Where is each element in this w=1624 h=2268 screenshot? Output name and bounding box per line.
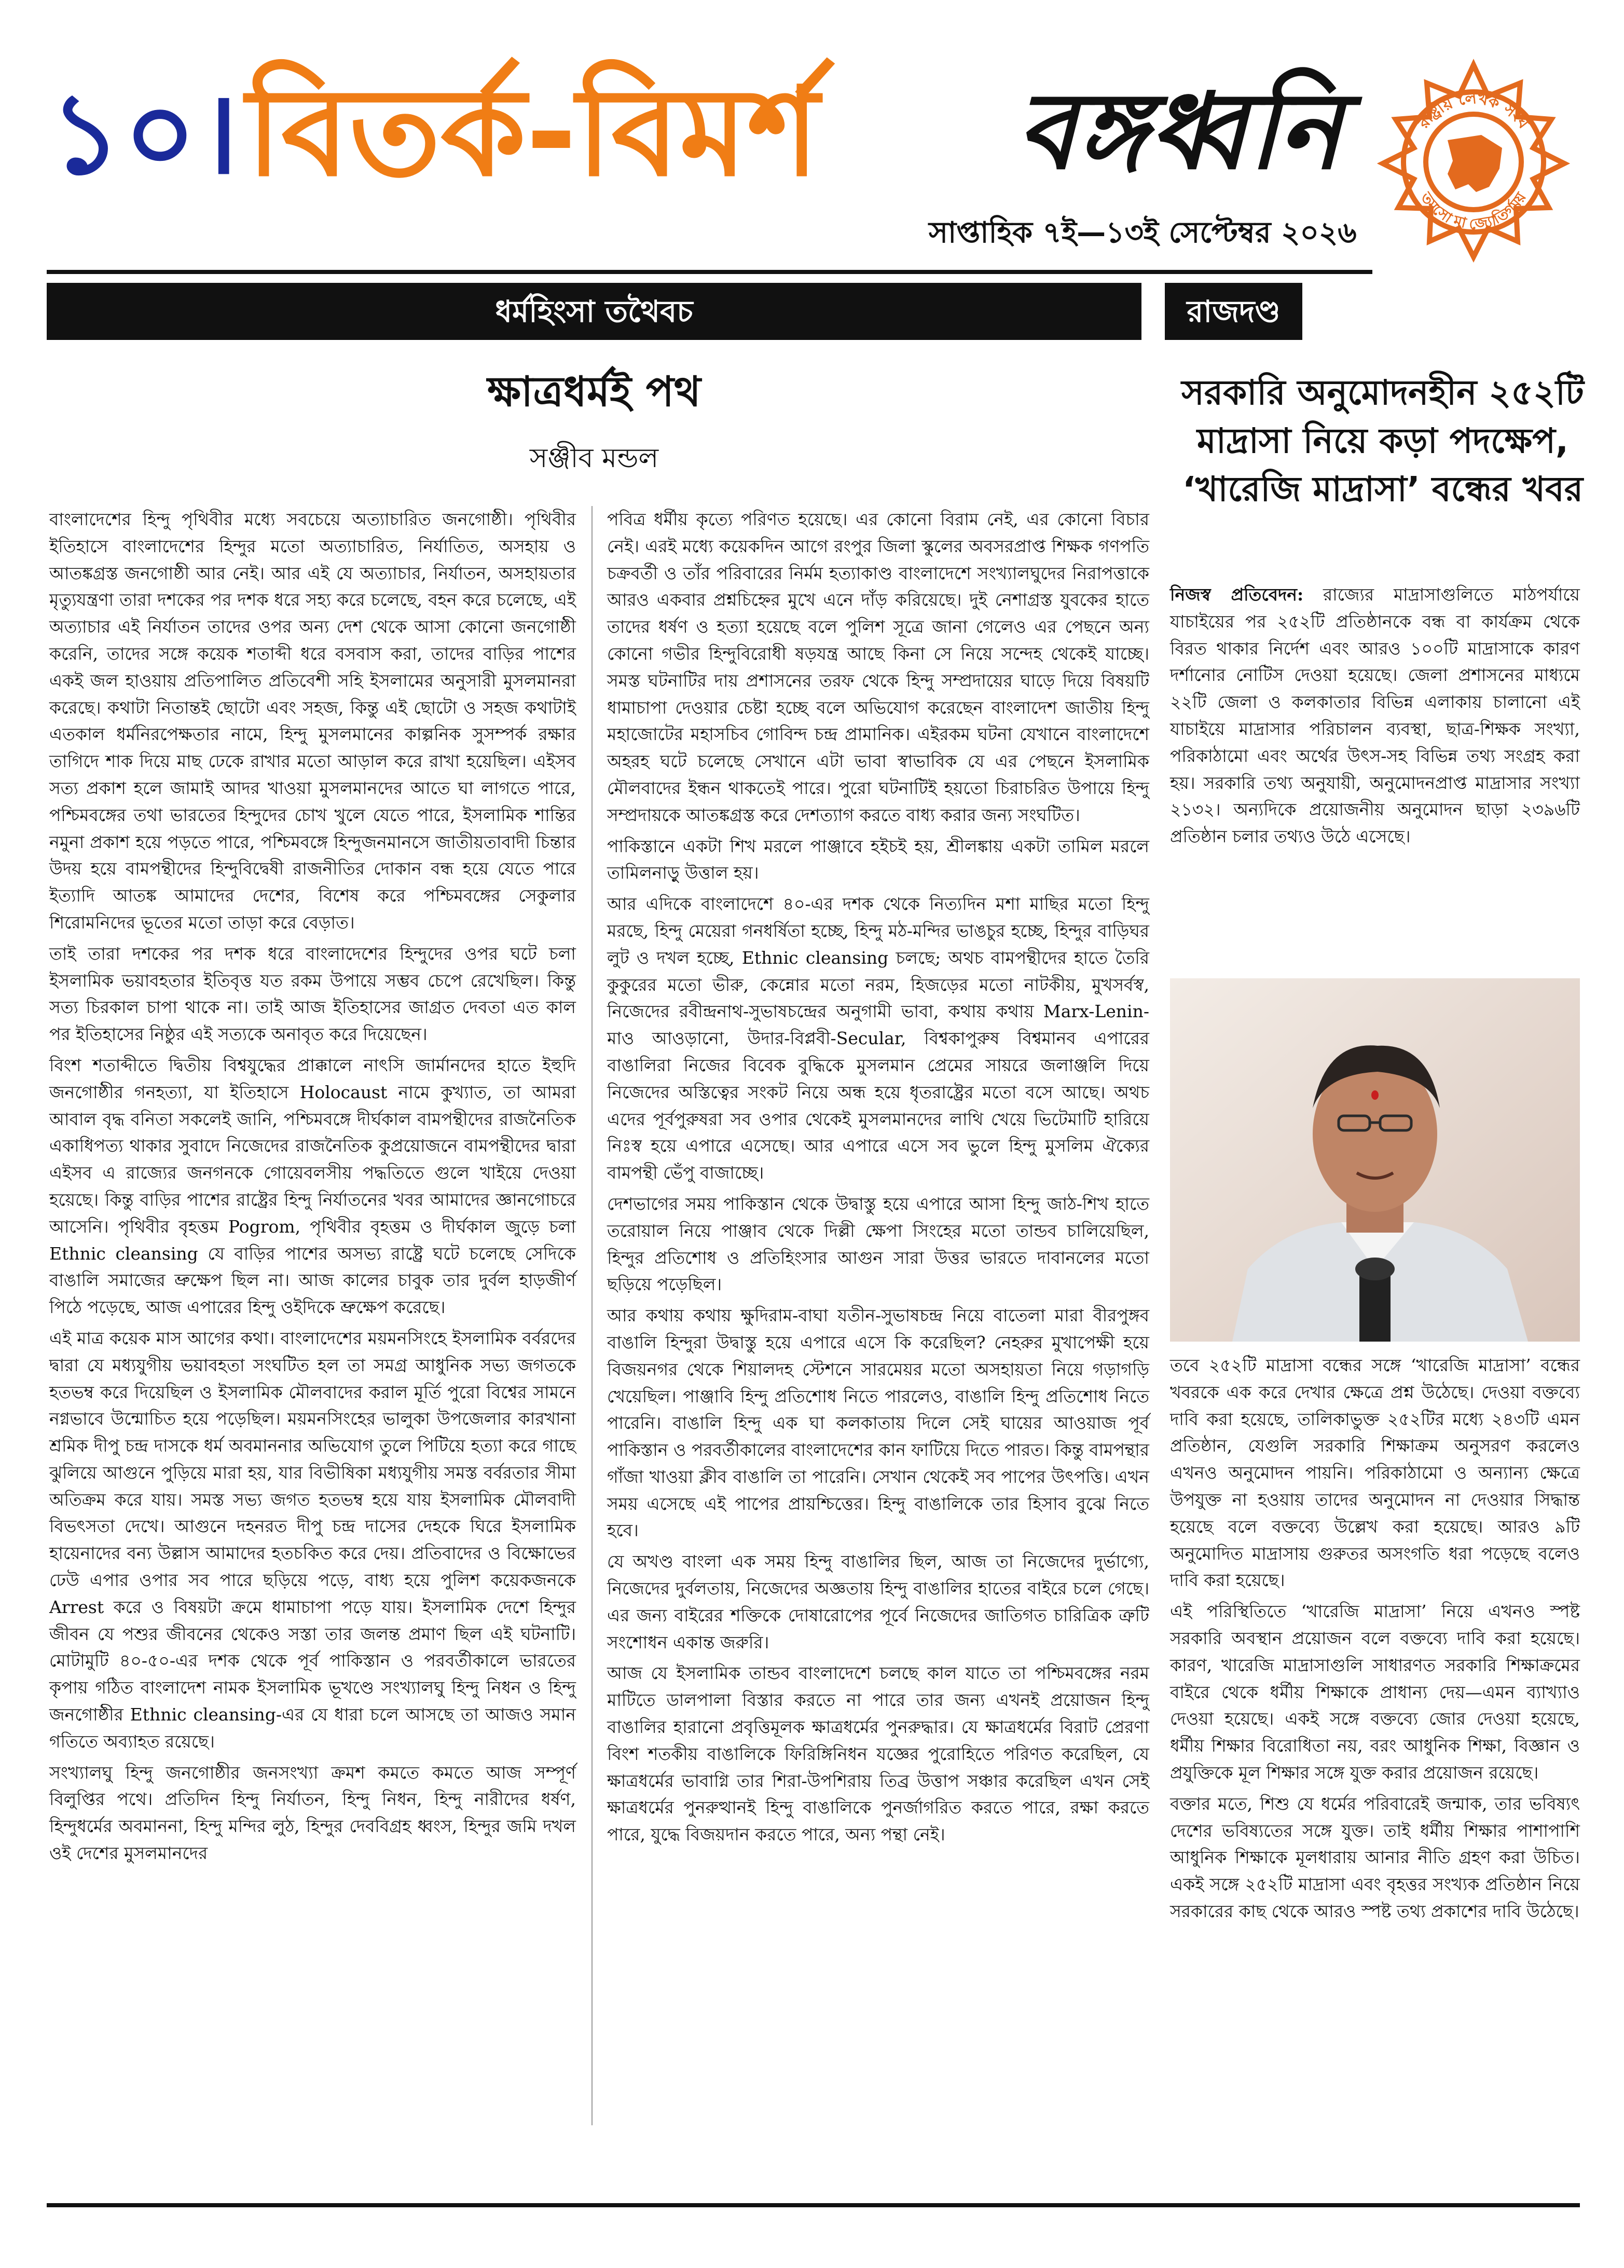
- paragraph: পাকিস্তানে একটা শিখ মরলে পাঞ্জাবে হইচই হয়, শ্রীলঙ্কায় একটা তামিল মরলে তামিলনাড়ু উত্তাল হয়।: [607, 836, 1149, 883]
- seal-text-bottom: তমসো মা জ্যোতির্গময়: [1417, 189, 1530, 234]
- svg-text:রাষ্ট্রীয় লেখক সংঘ: [1414, 89, 1533, 133]
- paragraph: পবিত্র ধর্মীয় কৃত্যে পরিণত হয়েছে। এর কোনো বিরাম নেই, এর কোনো বিচার নেই। এরই মধ্যে কয়েকদিন আগে রংপুর জিলা স্কুলের অবসরপ্রাপ্ত শিক্ষক গণপতি চক্রবর্তী ও তাঁর পরিবারের নির্মম হত্যাকাণ্ড বাংলাদেশে সংখ্যালঘুদের নিরাপত্তাকে আরও একবার প্রশ্নচিহ্নের মুখে এনে দাঁড় করিয়েছে। দুই নেশাগ্রস্ত যুবকের হাতে তাদের ধর্ষণ ও হত্যা হয়েছে বলে পুলিশ সূত্রে জানা গেলেও এর পেছনে অন্য কোনো গভীর হিন্দুবিরোধী ষড়যন্ত্র আছে কিনা সে নিয়ে সন্দেহ থেকেই যাচ্ছে। সমস্ত ঘটনাটির দায় প্রশাসনের তরফ থেকে হিন্দু সম্প্রদায়ের ঘাড়ে দিয়ে বিষয়টি ধামাচাপা দেওয়ার চেষ্টা হচ্ছে বলে অভিযোগ করেছেন বাংলাদেশ জাতীয় হিন্দু মহাজোটের মহাসচিব গোবিন্দ চন্দ্র প্রামানিক। এইরকম ঘটনা যেখানে বাংলাদেশে অহরহ ঘটে চলেছে সেখানে এটা ভাবা স্বাভাবিক যে এর পেছনে ইসলামিক মৌলবাদের ইন্ধন থাকতেই পারে। পুরো ঘটনাটিই হয়তো চিরাচরিত উপায়ে হিন্দু সম্প্রদায়কে আতঙ্কগ্রস্ত করে দেশত্যাগ করতে বাধ্য করার জন্য সংঘটিত।: [607, 509, 1149, 825]
- paragraph: বিংশ শতাব্দীতে দ্বিতীয় বিশ্বযুদ্ধের প্রাক্কালে নাৎসি জার্মানদের হাতে ইহুদি জনগোষ্ঠীর গনহত্যা, যা ইতিহাসে Holocaust নামে কুখ্যাত, তা আমরা আবাল বৃদ্ধ বনিতা সকলেই জানি, পশ্চিমবঙ্গে দীর্ঘকাল বামপন্থীদের রাজনৈতিক একাধিপত্য থাকার সুবাদে নিজেদের রাজনৈতিক কুপ্রয়োজনে বামপন্থীদের দ্বারা এইসব এ রাজ্যের জনগনকে গোয়েবলসীয় পদ্ধতিতে গুলে খাইয়ে দেওয়া হয়েছে। কিন্তু বাড়ির পাশের রাষ্ট্রের হিন্দু নির্যাতনের খবর আমাদের জ্ঞানগোচরে আসেনি। পৃথিবীর বৃহত্তম Pogrom, পৃথিবীর বৃহত্তম ও দীর্ঘকাল জুড়ে চলা Ethnic cleansing যে বাড়ির পাশের অসভ্য রাষ্ট্রে ঘটে চলেছে সেদিকে বাঙালি সমাজের ভ্রুক্ষেপ ছিল না। আজ কালের চাবুক তার দুর্বল হাড়জীর্ণ পিঠে পড়েছে, আজ এপারের হিন্দু ওইদিকে ভ্রুক্ষেপ করেছে।: [49, 1055, 576, 1318]
- masthead-rule: [47, 270, 1372, 274]
- paragraph: দেশভাগের সময় পাকিস্তান থেকে উদ্বাস্তু হয়ে এপারে আসা হিন্দু জাঠ-শিখ হাতে তরোয়াল নিয়ে পাঞ্জাব থেকে দিল্লী ক্ষেপা সিংহের মতো তান্ডব চালিয়েছিল, হিন্দুর প্রতিশোধ ও প্রতিহিংসার আগুন সারা উত্তর ভারতে দাবানলের মতো ছড়িয়ে পড়েছিল।: [607, 1193, 1149, 1295]
- paragraph: সংখ্যালঘু হিন্দু জনগোষ্ঠীর জনসংখ্যা ক্রমশ কমতে কমতে আজ সম্পূর্ণ বিলুপ্তির পথে। প্রতিদিন হিন্দু নির্যাতন, হিন্দু নিধন, হিন্দু নারীদের ধর্ষণ, হিন্দুধর্মের অবমাননা, হিন্দু মন্দির লুঠ, হিন্দুর দেববিগ্রহ ধ্বংস, হিন্দুর জমি দখল ওই দেশের মুসলমানদের: [49, 1762, 576, 1864]
- paragraph: তবে ২৫২টি মাদ্রাসা বন্ধের সঙ্গে ‘খারেজি মাদ্রাসা’ বন্ধের খবরকে এক করে দেখার ক্ষেত্রে প্রশ্ন উঠেছে। দেওয়া বক্তব্যে দাবি করা হয়েছে, তালিকাভুক্ত ২৫২টির মধ্যে ২৪৩টি এমন প্রতিষ্ঠান, যেগুলি সরকারি শিক্ষাক্রম অনুসরণ করলেও এখনও অনুমোদন পায়নি। পরিকাঠামো ও অন্যান্য ক্ষেত্রে উপযুক্ত না হওয়ায় তাদের অনুমোদন না দেওয়ার সিদ্ধান্ত হয়েছে বলে বক্তব্যে উল্লেখ করা হয়েছে। আরও ৯টি অনুমোদিত মাদ্রাসায় গুরুতর অসংগতি ধরা পড়েছে বলেও দাবি করা হয়েছে।: [1170, 1355, 1580, 1591]
- newspaper-logo: বঙ্গধ্বনি: [1017, 69, 1343, 193]
- paragraph: এই পরিস্থিতিতে ‘খারেজি মাদ্রাসা’ নিয়ে এখনও স্পষ্ট সরকারি অবস্থান প্রয়োজন বলে বক্তব্যে দাবি করা হয়েছে। কারণ, খারেজি মাদ্রাসাগুলি সাধারণত সরকারি শিক্ষাক্রমের বাইরে থেকে ধর্মীয় শিক্ষাকে প্রাধান্য দেয়—এমন ব্যাখ্যাও দেওয়া হয়েছে। একই সঙ্গে বক্তব্যে জোর দেওয়া হয়েছে, ধর্মীয় শিক্ষার বিরোধিতা নয়, বরং আধুনিক শিক্ষা, বিজ্ঞান ও প্রযুক্তিকে মূল শিক্ষার সঙ্গে যুক্ত করার প্রয়োজন রয়েছে।: [1170, 1601, 1580, 1783]
- side-article-headline: সরকারি অনুমোদনহীন ২৫২টি মাদ্রাসা নিয়ে কড়া পদক্ষেপ, ‘খারেজি মাদ্রাসা’ বন্ধের খবর: [1181, 373, 1584, 509]
- side-article-intro: [1170, 581, 1580, 854]
- paragraph: যে অখণ্ড বাংলা এক সময় হিন্দু বাঙালির ছিল, আজ তা নিজেদের দুর্ভাগ্যে, নিজেদের দুর্বলতায়, নিজেদের অজ্ঞতায় হিন্দু বাঙালির হাতের বাইরে চলে গেছে। এর জন্য বাইরের শক্তিকে দোষারোপের পূর্বে নিজেদের জাতিগত চারিত্রিক ত্রুটি সংশোধন একান্ত জরুরি।: [607, 1551, 1149, 1652]
- footer-rule: [47, 2203, 1580, 2207]
- section-title: বিতর্ক-বিমর্শ: [246, 62, 819, 203]
- article-author: সঞ্জীব মন্ডল: [529, 443, 659, 474]
- side-article-body: [1170, 1352, 1580, 1929]
- column-divider: [591, 506, 593, 2125]
- paragraph: বাংলাদেশের হিন্দু পৃথিবীর মধ্যে সবচেয়ে অত্যাচারিত জনগোষ্ঠী। পৃথিবীর ইতিহাসে বাংলাদেশের হিন্দুর মতো অত্যাচারিত, নির্যাতিত, অসহায় ও আতঙ্কগ্রস্ত জনগোষ্ঠী আর নেই। আর এই যে অত্যাচার, নির্যাতন, অসহায়তার মৃত্যুযন্ত্রণা তারা দশকের পর দশক ধরে সহ্য করে চলেছে, বহন করে চলেছে, এই অত্যাচার এই নির্যাতন তাদের ওপর অন্য দেশ থেকে আসা কোনো জনগোষ্ঠী করেনি, তাদের সঙ্গে কয়েক শতাব্দী ধরে বসবাস করা, তাদের বাড়ির পাশের একই জল হাওয়ায় প্রতিপালিত প্রতিবেশী সহি ইসলামের অনুসারী মুসলমানরা করেছে। কথাটা নিতান্তই ছোটো এবং সহজ, কিন্তু এই ছোটো ও সহজ কথাটাই এতকাল ধর্মনিরপেক্ষতার নামে, হিন্দু মুসলমানের কাল্পনিক সুসম্পর্ক রক্ষার তাগিদে শাক দিয়ে মাছ ঢেকে রাখার মতো আড়াল করে রাখা হয়েছিল। এইসব সত্য প্রকাশ হলে জামাই আদর খাওয়া মুসলমানদের আতে ঘা লাগতে পারে, পশ্চিমবঙ্গের তথা ভারতের হিন্দুদের চোখ খুলে যেতে পারে, ইসলামিক শান্তির নমুনা প্রকাশ হয়ে পড়তে পারে, পশ্চিমবঙ্গে হিন্দুজনমানসে জাতীয়তাবাদী চিন্তার উদয় হয়ে বামপন্থীদের হিন্দুবিদ্বেষী রাজনীতির দোকান বন্ধ হয়ে যেতে পারে ইত্যাদি আতঙ্ক আমাদের দেশের, বিশেষ করে পশ্চিমবঙ্গের সেকুলার শিরোমনিদের ভূতের মতো তাড়া করে বেড়াত।: [49, 509, 576, 933]
- paragraph: এই মাত্র কয়েক মাস আগের কথা। বাংলাদেশের ময়মনসিংহে ইসলামিক বর্বরদের দ্বারা যে মধ্যযুগীয় ভয়াবহতা সংঘটিত হল তা সমগ্র আধুনিক সভ্য জগতকে হতভম্ব করে দিয়েছিল ও ইসলামিক মৌলবাদের করাল মূর্তি পুরো বিশ্বের সামনে নগ্নভাবে উন্মোচিত হয়ে পড়েছিল। ময়মনসিংহের ভালুকা উপজেলার কারখানা শ্রমিক দীপু চন্দ্র দাসকে ধর্ম অবমাননার অভিযোগ তুলে পিটিয়ে হত্যা করে গাছে ঝুলিয়ে আগুনে পুড়িয়ে মারা হয়, যার বিভীষিকা মধ্যযুগীয় সমস্ত বর্বরতার সীমা অতিক্রম করে যায়। সমস্ত সভ্য জগত হতভম্ব হয়ে যায় ইসলামিক মৌলবাদী বিভৎসতা দেখে। আগুনে দহনরত দীপু চন্দ্র দাসের দেহকে ঘিরে ইসলামিক হায়েনাদের বন্য উল্লাস আমাদের হতচকিত করে দেয়। প্রতিবাদের ও বিক্ষোভের ঢেউ এপার ওপার সব পারে ছড়িয়ে পড়ে, বাধ্য হয়ে পুলিশ কয়েকজনকে Arrest করে ও বিষয়টা ক্রমে ধামাচাপা পড়ে যায়। ইসলামিক দেশে হিন্দুর জীবন যে পশুর জীবনের থেকেও সস্তা তার জলন্ত প্রমাণ ছিল এই ঘটনাটি। মোটামুটি ৪০-৫০-এর দশক থেকে পূর্ব পাকিস্তান ও পরবর্তীকালে ভারতের কৃপায় গঠিত বাংলাদেশ নামক ইসলামিক ভূখণ্ডে সংখ্যালঘু হিন্দু নিধন ও হিন্দু জনগোষ্ঠীর Ethnic cleansing-এর যে ধারা চলে আসছে তা আজও সমান গতিতে অব্যাহত রয়েছে।: [49, 1328, 576, 1752]
- page-number: ১০।: [49, 69, 241, 199]
- article-column-2: [607, 506, 1149, 1852]
- dateline: নিজস্ব প্রতিবেদন:: [1170, 584, 1304, 605]
- intro-paragraph: [1170, 581, 1580, 850]
- paragraph: আজ যে ইসলামিক তান্ডব বাংলাদেশে চলছে কাল যাতে তা পশ্চিমবঙ্গের নরম মাটিতে ডালপালা বিস্তার করতে না পারে তার জন্য এখনই প্রয়োজন হিন্দু বাঙালির হারানো প্রবৃত্তিমূলক ক্ষাত্রধর্মের পুনরুদ্ধার। যে ক্ষাত্রধর্মের বিরাট প্রেরণা বিংশ শতকীয় বাঙালিকে ফিরিঙ্গিনিধন যজ্ঞের পুরোহিতে পরিণত করেছিল, যে ক্ষাত্রধর্মের ভাবাগ্নি তার শিরা-উপশিরায় তিব্র উত্তাপ সঞ্চার করেছিল এখন সেই ক্ষাত্রধর্মের পুনরুত্থানই হিন্দু বাঙালিকে পুনর্জাগরিত করতে পারে, রক্ষা করতে পারে, যুদ্ধে বিজয়দান করতে পারে, অন্য পন্থা নেই।: [607, 1663, 1149, 1845]
- paragraph: আর এদিকে বাংলাদেশে ৪০-এর দশক থেকে নিত্যদিন মশা মাছির মতো হিন্দু মরছে, হিন্দু মেয়েরা গনধর্ষিতা হচ্ছে, হিন্দু মঠ-মন্দির ভাঙচুর হচ্ছে, হিন্দুর বাড়িঘর লুট ও দখল হচ্ছে, Ethnic cleansing চলছে; অথচ বামপন্থীদের হাতে তৈরি কুকুরের মতো ভীরু, কেন্নোর মতো নরম, হিজড়ের মতো নাটকীয়, মুখসর্বস্ব, নিজেদের রবীন্দ্রনাথ-সুভাষচন্দ্রের অনুগামী ভাবা, কথায় কথায় Marx-Lenin-মাও আওড়ানো, উদার-বিপ্লবী-Secular, বিশ্বকাপুরুষ বিশ্বমানব এপারের বাঙালিরা নিজের বিবেক বুদ্ধিকে মুসলমান প্রেমের সায়রে জলাঞ্জলি দিয়ে নিজেদের অস্তিত্বের সংকট নিয়ে অন্ধ হয়ে ধৃতরাষ্ট্রের মতো বসে আছে। অথচ এদের পূর্বপুরুষরা সব ওপার থেকেই মুসলমানদের লাথি খেয়ে ভিটেমাটি হারিয়ে নিঃস্ব হয়ে এপারে এসেছে। আর এপারে এসে সব ভুলে হিন্দু মুসলিম ঐক্যের বামপন্থী ভেঁপু বাজাচ্ছে।: [607, 894, 1149, 1183]
- seal-text-top: রাষ্ট্রীয় লেখক সংঘ: [1414, 89, 1533, 132]
- main-section-banner: ধর্মহিংসা তথৈবচ: [47, 283, 1141, 340]
- paragraph: তাই তারা দশকের পর দশক ধরে বাংলাদেশের হিন্দুদের ওপর ঘটে চলা ইসলামিক ভয়াবহতার ইতিবৃত্ত যত রকম উপায়ে সম্ভব চেপে রেখেছিল। কিন্তু সত্য চিরকাল চাপা থাকে না। তাই আজ ইতিহাসের জাগ্রত দেবতা এত কাল পর ইতিহাসের নিষ্ঠুর এই সত্যকে অনাবৃত করে দিয়েছেন।: [49, 943, 576, 1045]
- paragraph: বক্তার মতে, শিশু যে ধর্মের পরিবারেই জন্মাক, তার ভবিষ্যৎ দেশের ভবিষ্যতের সঙ্গে যুক্ত। তাই ধর্মীয় শিক্ষার পাশাপাশি আধুনিক শিক্ষাকে মূলধারায় আনার নীতি গ্রহণ করা উচিত। একই সঙ্গে ২৫২টি মাদ্রাসা এবং বৃহত্তর সংখ্যক প্রতিষ্ঠান নিয়ে সরকারের কাছ থেকে আরও স্পষ্ট তথ্য প্রকাশের দাবি উঠেছে।: [1170, 1793, 1580, 1921]
- paragraph: আর কথায় কথায় ক্ষুদিরাম-বাঘা যতীন-সুভাষচন্দ্র নিয়ে বাতেলা মারা বীরপুঙ্গব বাঙালি হিন্দুরা উদ্বাস্তু হয়ে এপারে এসে কি করেছিল? নেহরুর মুখাপেক্ষী হয়ে বিজয়নগর থেকে শিয়ালদহ স্টেশনে সারমেয়র মতো অসহায়তা নিয়ে গড়াগড়ি খেয়েছিল। পাঞ্জাবি হিন্দু প্রতিশোধ নিতে পারলেও, বাঙালি হিন্দু প্রতিশোধ নিতে পারেনি। বাঙালি হিন্দু এক ঘা কলকাতায় দিলে সেই ঘায়ের আওয়াজ পূর্ব পাকিস্তান ও পরবর্তীকালের বাংলাদেশের কান ফাটিয়ে দিতে পারত। কিন্তু বামপন্থার গাঁজা খাওয়া ক্লীব বাঙালি তা পারেনি। সেখান থেকেই সব পাপের উৎপত্তি। এখন সময় এসেছে এই পাপের প্রায়শ্চিত্তের। হিন্দু বাঙালিকে তার হিসাব বুঝে নিতে হবে।: [607, 1305, 1149, 1541]
- organization-seal-icon: [1370, 57, 1577, 265]
- issue-date: সাপ্তাহিক ৭ই—১৩ই সেপ্টেম্বর ২০২৬: [929, 216, 1357, 250]
- side-section-banner: রাজদণ্ড: [1165, 283, 1302, 340]
- article-column-1: [49, 506, 576, 1871]
- intro-text: রাজ্যের মাদ্রাসাগুলিতে মাঠপর্যায়ে যাচাইয়ের পর ২৫২টি প্রতিষ্ঠানকে বন্ধ বা কার্যক্রম থেকে বিরত থাকার নির্দেশ এবং আরও ১০০টি মাদ্রাসাকে কারণ দর্শানোর নোটিস দেওয়া হয়েছে। জেলা প্রশাসনের মাধ্যমে ২২টি জেলা ও কলকাতার বিভিন্ন এলাকায় চালানো এই যাচাইয়ে মাদ্রাসার পরিচালন ব্যবস্থা, ছাত্র-শিক্ষক সংখ্যা, পরিকাঠামো এবং অর্থের উৎস-সহ বিভিন্ন তথ্য সংগ্রহ করা হয়। সরকারি তথ্য অনুযায়ী, অনুমোদনপ্রাপ্ত মাদ্রাসার সংখ্যা ২১৩২। অন্যদিকে প্রয়োজনীয় অনুমোদন ছাড়া ২৩৯৬টি প্রতিষ্ঠান চলার তথ্যও উঠে এসেছে।: [1170, 584, 1580, 847]
- speaker-photo: [1170, 978, 1580, 1342]
- article-title: ক্ষাত্রধর্মই পথ: [487, 367, 701, 416]
